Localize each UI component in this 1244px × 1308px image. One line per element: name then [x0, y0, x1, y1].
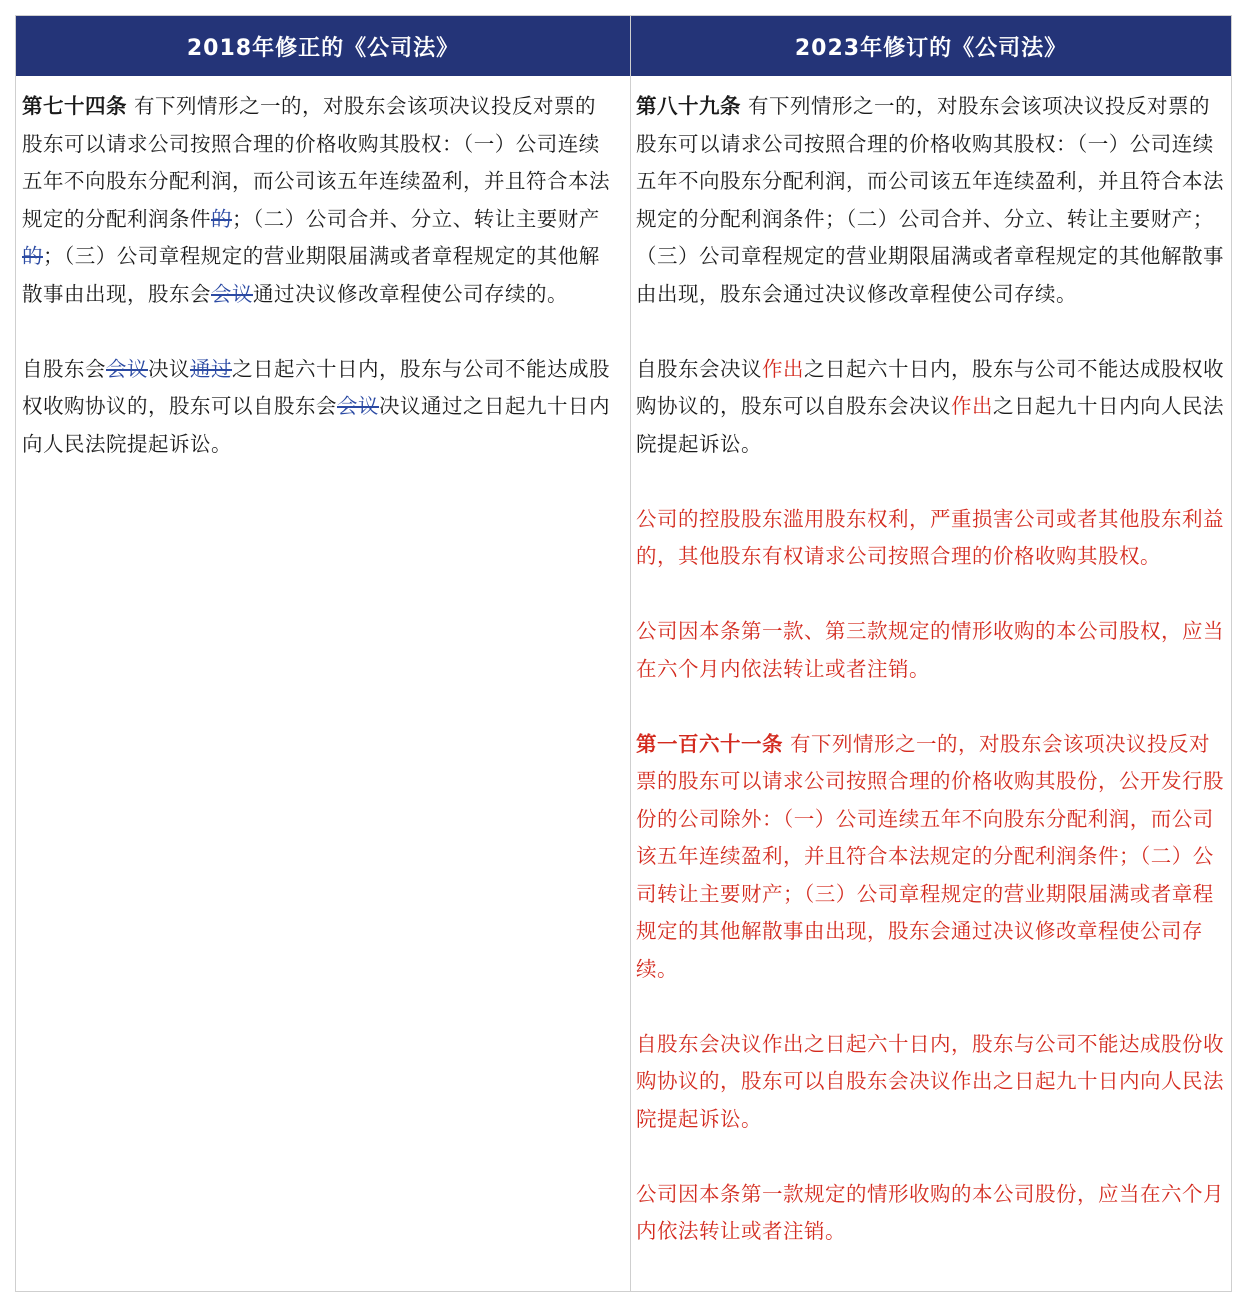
deleted-text: 会议: [211, 281, 253, 306]
right-paragraph-1: [636, 88, 1230, 313]
text: 有下列情形之一的，对股东会该项决议投反对票的股东可以请求公司按照合理的价格收购其股份，公开发行股份的公司除外：（一）公司连续五年不向股东分配利润，而公司该五年连续盈利，并且符合本法规定的分配利润条件；（二）公司转让主要财产；（三）公司章程规定的营业期限届满或者章程规定的其他解散事由出现，股东会通过决议修改章程使公司存续。: [636, 731, 1224, 981]
text: 决议: [148, 356, 190, 381]
text: ；（二）公司合并、分立、转让主要财产: [232, 206, 600, 231]
text: 有下列情形之一的，对股东会该项决议投反对票的股东可以请求公司按照合理的价格收购其股权：（一）公司连续五年不向股东分配利润，而公司该五年连续盈利，并且符合本法规定的分配利润条件；（二）公司合并、分立、转让主要财产；（三）公司章程规定的营业期限届满或者章程规定的其他解散事由出现，股东会通过决议修改章程使公司存续。: [636, 94, 1224, 306]
new-text: 作出: [951, 394, 993, 418]
header-2023: 2023年修订的《公司法》: [631, 16, 1231, 76]
right-paragraph-2: [636, 351, 1230, 464]
text: 之日起九十日内向人民法院提起诉讼。: [636, 394, 1224, 456]
new-text: 作出: [762, 356, 804, 381]
deleted-text: 会议: [106, 356, 148, 381]
right-paragraph-5: [636, 726, 1230, 989]
text: 有下列情形之一的，对股东会该项决议投反对票的股东可以请求公司按照合理的价格收购其股权：（一）公司连续五年不向股东分配利润，而公司该五年连续盈利，并且符合本法规定的分配利润条件: [22, 94, 610, 231]
deleted-text: 通过: [190, 356, 232, 381]
left-paragraph-2: [22, 351, 614, 464]
text: 决议通过之日起九十日内向人民法院提起诉讼。: [22, 394, 610, 456]
text: 自股东会: [22, 356, 106, 381]
text: 通过决议修改章程使公司存续的。: [253, 281, 568, 306]
left-column: [22, 88, 614, 463]
left-paragraph-1: [22, 88, 614, 313]
right-paragraph-7: 公司因本条第一款规定的情形收购的本公司股份，应当在六个月内依法转让或者注销。: [636, 1181, 1224, 1243]
comparison-table: [15, 15, 1232, 1292]
text: 之日起六十日内，股东与公司不能达成股权收购协议的，股东可以自股东会: [22, 356, 610, 418]
deleted-text: 的: [211, 206, 232, 231]
deleted-text: 的: [22, 244, 43, 268]
right-column: [636, 88, 1230, 1251]
right-paragraph-4: 公司因本条第一款、第三款规定的情形收购的本公司股权，应当在六个月内依法转让或者注销。: [636, 619, 1224, 681]
article-number: 第七十四条: [22, 94, 127, 118]
article-number: 第八十九条: [636, 94, 741, 118]
right-paragraph-6: 自股东会决议作出之日起六十日内，股东与公司不能达成股份收购协议的，股东可以自股东会决议作出之日起九十日内向人民法院提起诉讼。: [636, 1031, 1224, 1131]
header-2018: 2018年修正的《公司法》: [16, 16, 630, 76]
text: ；（三）公司章程规定的营业期限届满或者章程规定的其他解散事由出现，股东会: [22, 244, 600, 306]
text: 自股东会决议: [636, 356, 762, 381]
column-divider: [630, 16, 631, 1291]
text: 之日起六十日内，股东与公司不能达成股权收购协议的，股东可以自股东会决议: [636, 356, 1224, 418]
article-number: 第一百六十一条: [636, 731, 783, 756]
deleted-text: 会议: [337, 394, 379, 418]
right-paragraph-3: 公司的控股股东滥用股东权利，严重损害公司或者其他股东利益的，其他股东有权请求公司按照合理的价格收购其股权。: [636, 506, 1224, 568]
